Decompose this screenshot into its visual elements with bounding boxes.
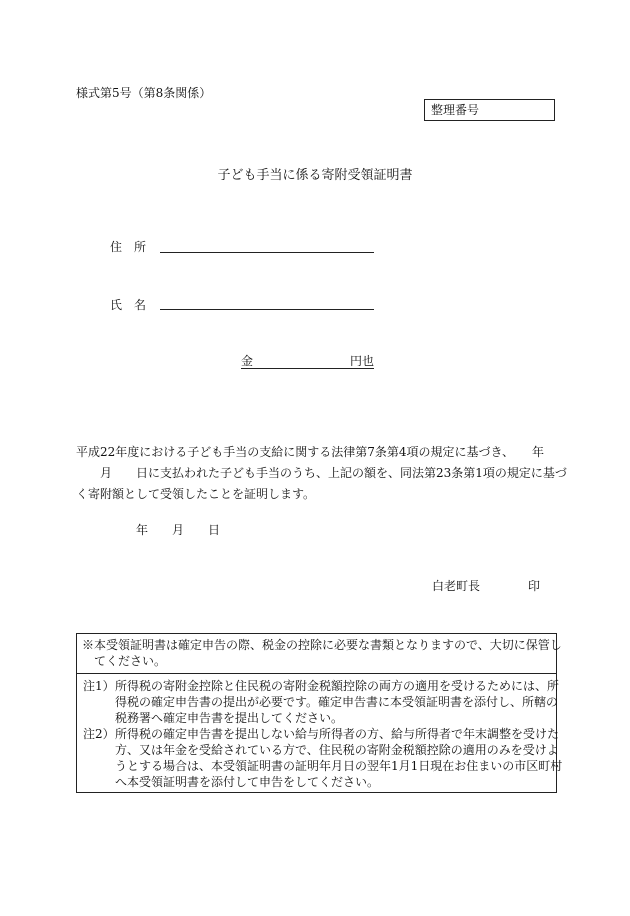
note-line: うとする場合は、本受領証明書の証明年月日の翌年1月1日現在お住まいの市区町村 (115, 759, 563, 773)
address-label: 住 所 (110, 240, 147, 254)
notes-list (77, 678, 563, 790)
note-line: 所得税の確定申告書を提出しない給与所得者の方、給与所得者で年末調整を受けた (115, 727, 560, 741)
certification-line: 月 日に支払われた子ども手当のうち、上記の額を、同法第23条第1項の規定に基づ (76, 466, 567, 480)
seal-mark: 印 (528, 579, 541, 593)
amount-suffix: 円也 (349, 354, 374, 368)
note-line: 税務署へ確定申告書を提出してください。 (115, 711, 344, 725)
note-tag: 注2） (83, 727, 115, 741)
issuer-title: 白老町長 (432, 579, 481, 593)
note-item (77, 726, 563, 790)
document-title: 子ども手当に係る寄附受領証明書 (217, 168, 413, 183)
note-line: 所得税の寄附金控除と住民税の寄附金税額控除の両方の適用を受けるためには、所 (115, 679, 560, 693)
amount-prefix: 金 (241, 354, 254, 368)
certification-line: く寄附額として受領したことを証明します。 (76, 487, 316, 501)
reference-number-label: 整理番号 (431, 103, 480, 117)
certification-line: 平成22年度における子ども手当の支給に関する法律第7条第4項の規定に基づき、 年 (76, 445, 545, 459)
important-notice (77, 634, 562, 674)
address-line (160, 252, 374, 253)
note-tag: 注1） (83, 679, 115, 693)
issuer (432, 577, 540, 594)
note-line: 得税の確定申告書の提出が必要です。確定申告書に本受領証明書を添付し、所轄の (115, 695, 559, 709)
form-number: 様式第5号（第8条関係） (76, 86, 212, 100)
notice-line: ※本受領証明書は確定申告の際、税金の控除に必要な書類となりますので、大切に保管し (82, 638, 562, 652)
name-label: 氏 名 (110, 298, 147, 312)
note-line: へ本受領証明書を添付して申告をしてください。 (115, 775, 380, 789)
reference-number-box (424, 99, 555, 121)
note-item (77, 678, 560, 726)
notice-line: てください。 (82, 654, 167, 668)
name-line (160, 309, 374, 310)
amount-line (241, 352, 374, 369)
issue-date: 年 月 日 (136, 523, 221, 537)
certification-text (76, 442, 567, 505)
notes-box (76, 633, 563, 793)
note-line: 方、又は年金を受給されている方で、住民税の寄附金税額控除の適用のみを受けよ (115, 743, 559, 757)
